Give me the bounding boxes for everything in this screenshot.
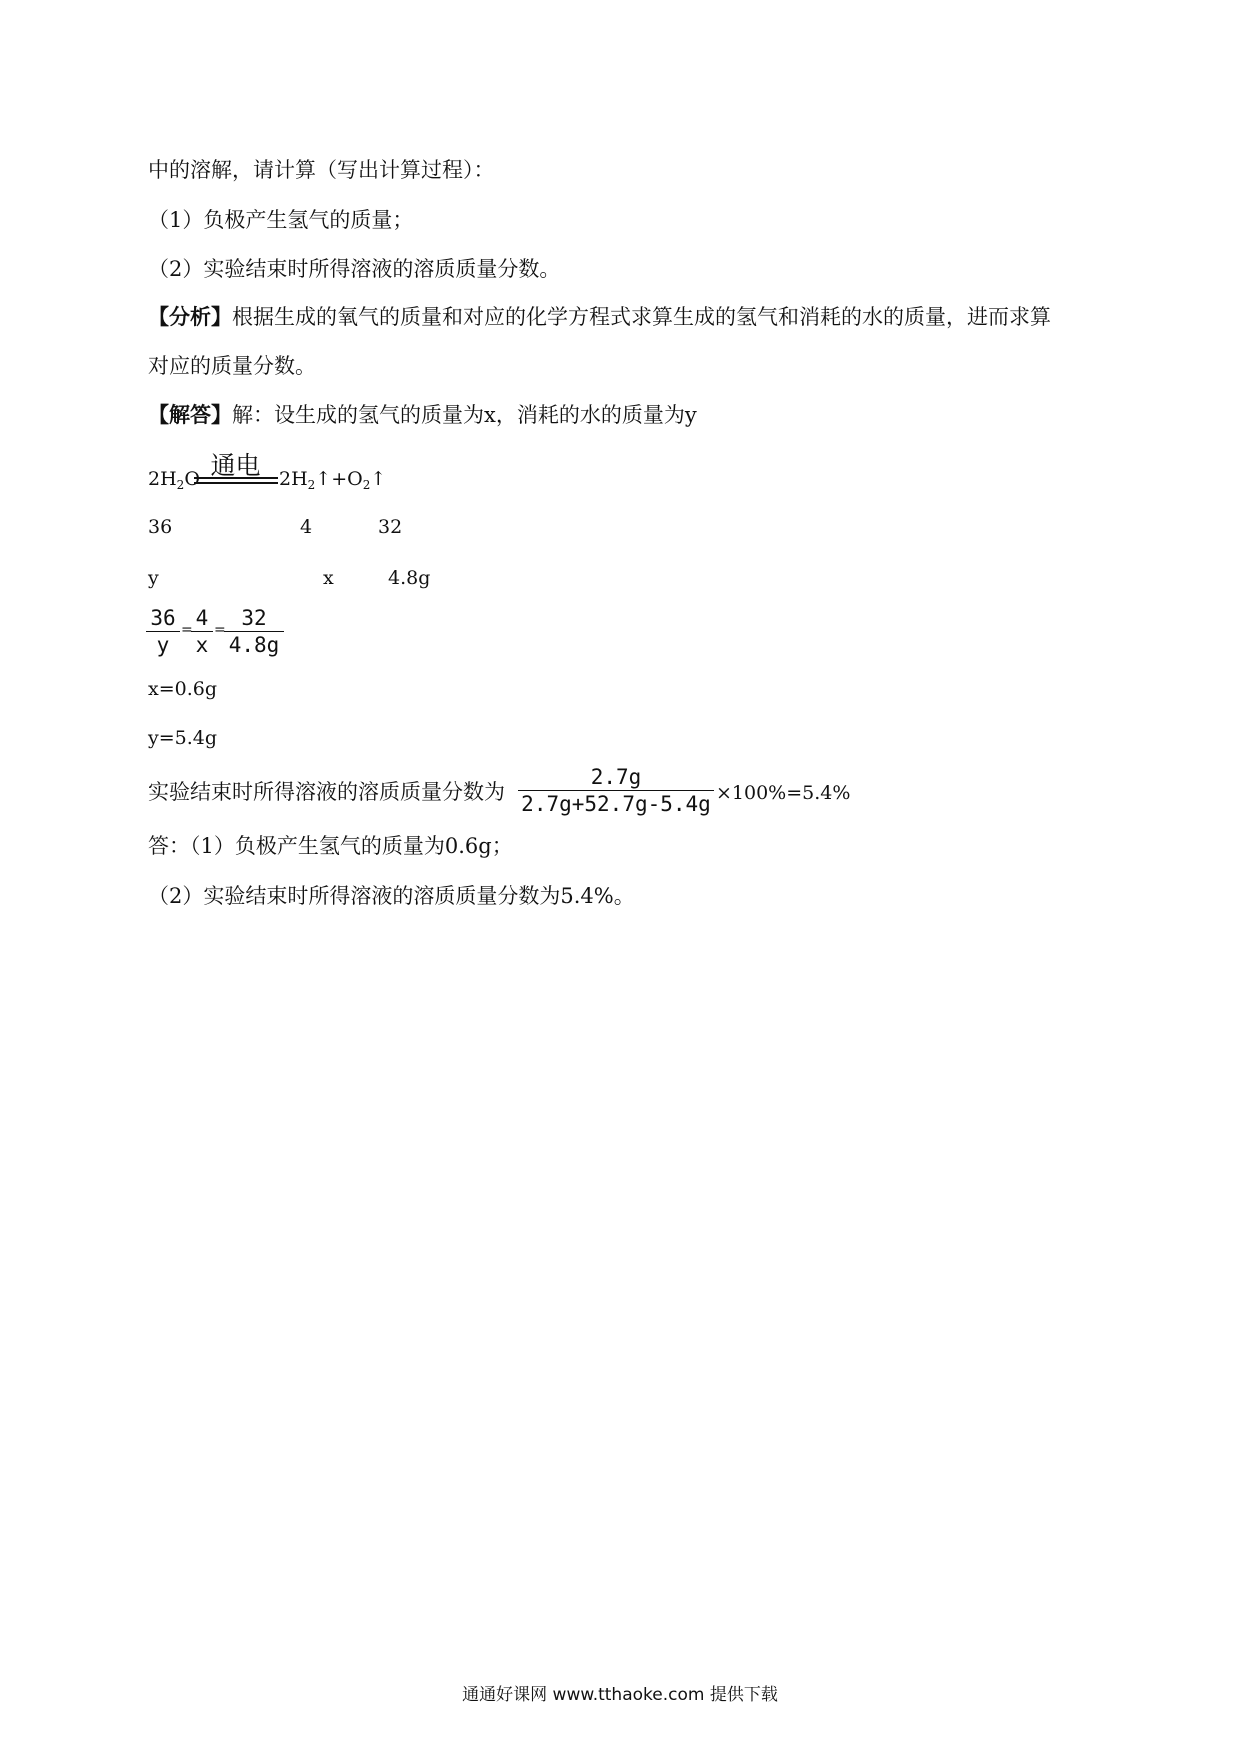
rhs-sub-1: 2 (307, 478, 316, 492)
footer-text: 通通好课网 www.tthaoke.com 提供下载 (462, 1685, 778, 1705)
analysis-line-2: 对应的质量分数。 (148, 354, 316, 378)
ratio-fraction-1 (146, 605, 180, 658)
fraction-1-denominator: y (156, 633, 170, 657)
fraction-3-denominator: 4.8g (228, 633, 280, 657)
question-part-2: （2）实验结束时所得溶液的溶质质量分数。 (148, 257, 561, 281)
answer-1: 答：（1）负极产生氢气的质量为0.6g； (148, 834, 513, 858)
ratio-fraction-3 (224, 605, 284, 658)
ratio-equals-2: = (214, 622, 226, 638)
question-part-1: （1）负极产生氢气的质量； (148, 208, 414, 232)
unknown-hydrogen: x (323, 567, 334, 589)
analysis-line-1 (148, 307, 1051, 328)
molar-value-hydrogen: 4 (300, 516, 313, 538)
lhs-sub: 2 (176, 478, 185, 492)
mass-fraction (518, 764, 714, 817)
equation-lhs (148, 468, 200, 490)
solution-intro: 解：设生成的氢气的质量为x，消耗的水的质量为y (232, 403, 697, 427)
mass-fraction-prefix: 实验结束时所得溶液的溶质质量分数为 (148, 780, 505, 804)
fraction-3-numerator: 32 (241, 606, 267, 630)
ratio-equals-1: = (181, 622, 193, 638)
y-result: y=5.4g (148, 727, 218, 749)
chemical-equation (148, 446, 548, 496)
fraction-2-numerator: 4 (195, 606, 209, 630)
rhs-sub-2: 2 (362, 478, 371, 492)
mass-fraction-numerator: 2.7g (590, 765, 642, 789)
mass-fraction-denominator: 2.7g+52.7g-5.4g (521, 792, 711, 816)
reaction-condition: 通电 (210, 451, 261, 480)
analysis-tag: 【分析】 (148, 305, 232, 329)
analysis-text-1: 根据生成的氧气的质量和对应的化学方程式求算生成的氢气和消耗的水的质量，进而求算 (232, 305, 1051, 329)
lhs-tail: O (184, 468, 200, 490)
x-result: x=0.6g (148, 678, 218, 700)
known-oxygen: 4.8g (388, 567, 431, 589)
mass-fraction-suffix: ×100%=5.4% (716, 782, 851, 804)
unknown-water: y (148, 567, 159, 589)
molar-value-oxygen: 32 (378, 516, 403, 538)
solution-line (148, 405, 697, 426)
lhs-coef: 2H (148, 468, 177, 490)
ratio-fraction-2 (191, 605, 213, 658)
rhs-part-3: ↑ (370, 468, 387, 490)
molar-value-water: 36 (148, 516, 173, 538)
rhs-part-2: ↑+O (315, 468, 363, 490)
fraction-1-numerator: 36 (150, 606, 176, 630)
fraction-2-denominator: x (195, 633, 209, 657)
equation-bar-bottom (194, 482, 278, 484)
question-intro: 中的溶解，请计算（写出计算过程）： (148, 158, 495, 182)
solution-tag: 【解答】 (148, 403, 232, 427)
rhs-part-1: 2H (279, 468, 308, 490)
answer-2: （2）实验结束时所得溶液的溶质质量分数为5.4%。 (148, 884, 635, 908)
equation-rhs (279, 468, 386, 490)
equation-bar-top (194, 477, 278, 479)
